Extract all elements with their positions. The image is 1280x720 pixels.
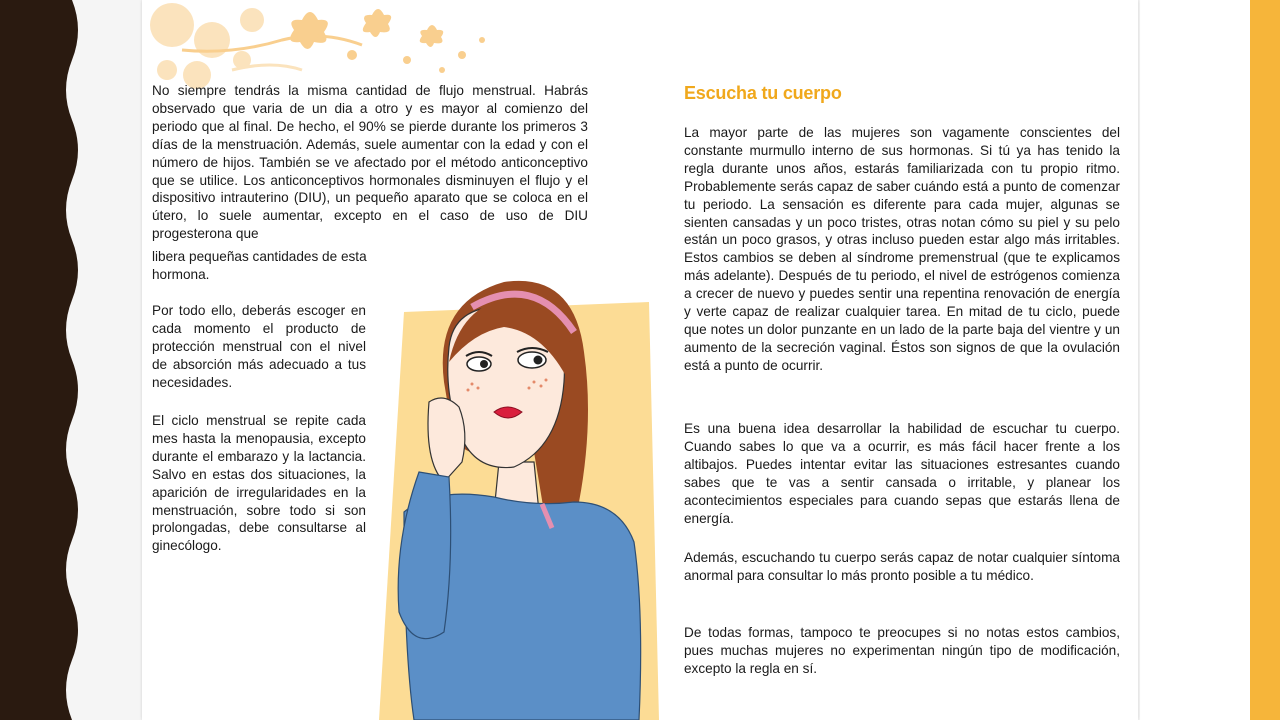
document-page xyxy=(142,0,1138,720)
right-margin xyxy=(1140,0,1250,720)
right-paragraph-1: La mayor parte de las mujeres son vagamente conscientes del constante murmullo interno de sus hormonas. Si tú ya has tenido la regla durante unos años, estarás familiarizada con tu propio ritmo. Probablemente serás capaz de saber cuándo está a punto de comenzar tu periodo. La sensación es diferente para cada mujer, algunas se sienten cansadas y un poco tristes, otras notan cómo su piel y su pelo están un poco grasos, y otras incluso pueden estar algo más irritables. Estos cambios se deben al síndrome premenstrual (que te explicamos más adelante). Después de tu periodo, el nivel de estrógenos comienza a crecer de nuevo y puedes sentir una repentina renovación de energía y verte capaz de realizar cualquier tarea. En mitad de tu ciclo, puede que notes un dolor punzante en un lado de la parte baja del vientre y un aumento de la secreción vaginal. Éstos son signos de que la ovulación está a punto de ocurrir. xyxy=(684,125,1120,373)
floral-ornament xyxy=(142,0,502,90)
right-paragraph-4: De todas formas, tampoco te preocupes si no notas estos cambios, pues muchas mujeres no experimentan ningún tipo de modificación, excepto la regla en sí. xyxy=(684,625,1120,676)
left-paragraph-3: El ciclo menstrual se repite cada mes hasta la menopausia, excepto durante el embarazo y la lactancia. Salvo en estas dos situaciones, la aparición de irregularidades en la menstruación, sobre todo si son prolongadas, debe consultarse al ginecólogo. xyxy=(152,413,366,554)
left-paragraph-2: Por todo ello, deberás escoger en cada momento el producto de protección menstrual con el nivel de absorción más adecuado a tus necesidades. xyxy=(152,303,366,390)
woman-illustration xyxy=(374,272,664,720)
section-heading: Escucha tu cuerpo xyxy=(684,83,842,103)
left-paragraph-1: No siempre tendrás la misma cantidad de flujo menstrual. Habrás observado que varia de un dia a otro y es mayor al comienzo del periodo que al final. De hecho, el 90% se pierde durante los primeros 3 días de la menstruación. Además, suele aumentar con la edad y con el número de hijos. También se ve afectado por el método anticonceptivo que se utilice. Los anticonceptivos hormonales disminuyen el flujo y el dispositivo intrauterino (DIU), un pequeño aparato que se coloca en el útero, lo suele aumentar, excepto en el caso de uso de DIU progesterona que xyxy=(152,83,588,242)
right-accent-bar xyxy=(1250,0,1280,720)
left-paragraph-1-tail: libera pequeñas cantidades de esta hormona. xyxy=(152,249,367,282)
right-paragraph-2: Es una buena idea desarrollar la habilidad de escuchar tu cuerpo. Cuando sabes lo que va a ocurrir, es más fácil hacer frente a los altibajos. Puedes intentar evitar las situaciones estresantes cuando sabes que te vas a sentir cansada o irritable, y planear los acontecimientos especiales para cuando sepas que estarás llena de energía. xyxy=(684,421,1120,526)
right-paragraph-3: Además, escuchando tu cuerpo serás capaz de notar cualquier síntoma anormal para consultar lo más pronto posible a tu médico. xyxy=(684,550,1120,583)
wavy-edge-decoration xyxy=(60,0,84,720)
